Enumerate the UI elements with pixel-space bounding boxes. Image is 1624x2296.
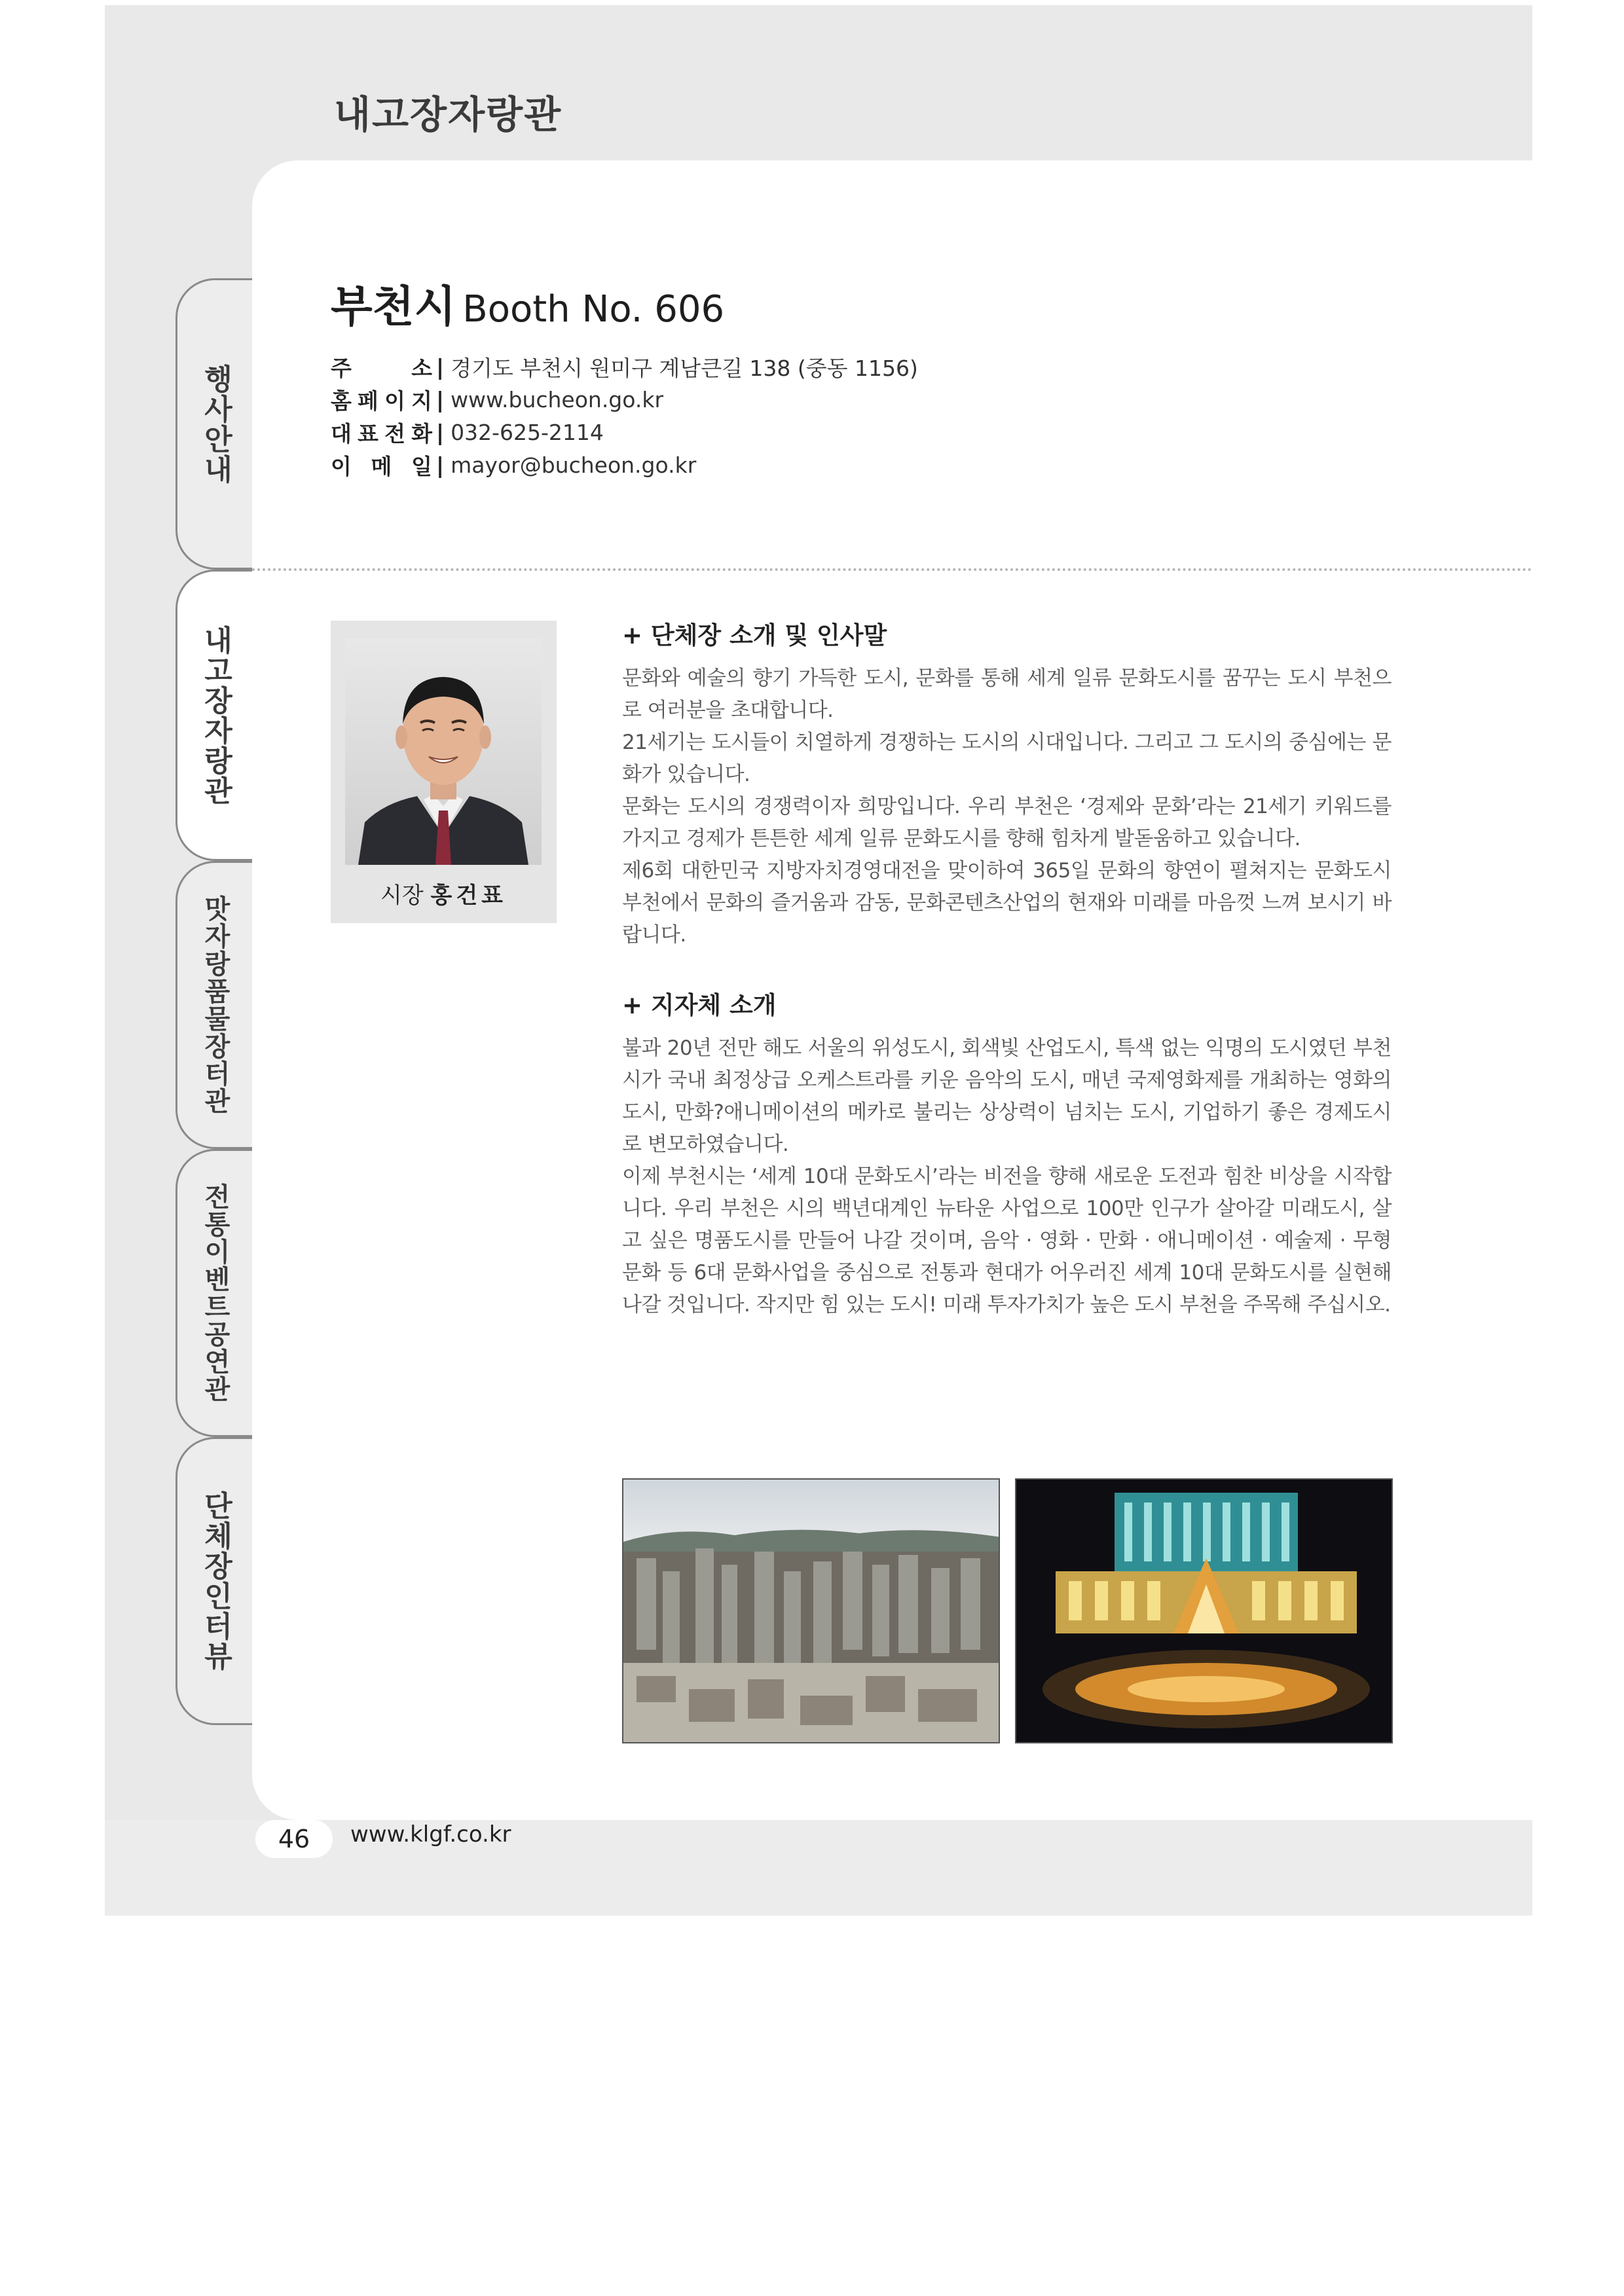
phone-value: 032-625-2114 [451, 419, 604, 445]
mayor-photo-card [331, 621, 557, 923]
mayor-name: 홍건표 [430, 883, 507, 909]
address-value: 경기도 부천시 원미구 계남큰길 138 (중동 1156) [451, 355, 918, 381]
paragraph: 제6회 대한민국 지방자치경영대전을 맞이하여 365일 문화의 향연이 펼쳐지는 문화도시 부천에서 문화의 즐거움과 감동, 문화콘텐츠산업의 현재와 미래를 마음껏 느껴 보시기 바랍니다. [622, 859, 1392, 947]
paragraph: 21세기는 도시들이 치열하게 경쟁하는 도시의 시대입니다. 그리고 그 도시의 중심에는 문화가 있습니다. [622, 731, 1392, 786]
city-intro-section [622, 985, 1392, 1321]
paragraph: 문화는 도시의 경쟁력이자 희망입니다. 우리 부천은 ‘경제와 문화’라는 21세기 키워드를 가지고 경제가 튼튼한 세계 일류 문화도시를 향해 힘차게 발돋움하고 있습니다. [622, 795, 1392, 850]
info-row-homepage: 홈 페 이 지 | www.bucheon.go.kr [331, 383, 918, 416]
tab-label: 단체장인터뷰 [198, 1491, 232, 1671]
greeting-section [622, 615, 1392, 951]
info-row-email: 이 메 일 | mayor@bucheon.go.kr [331, 448, 918, 481]
page-title [331, 272, 724, 334]
info-label: 주 소 [331, 355, 432, 381]
info-row-address: 주 소 | 경기도 부천시 원미구 계남큰길 138 (중동 1156) [331, 350, 918, 383]
tab-event-info[interactable] [175, 278, 253, 570]
tab-leader-interview[interactable] [175, 1437, 253, 1725]
contact-info [331, 350, 918, 481]
email-link[interactable]: mayor@bucheon.go.kr [451, 452, 697, 478]
mayor-role: 시장 [380, 883, 424, 909]
homepage-link[interactable]: www.bucheon.go.kr [451, 386, 664, 412]
footer-url[interactable]: www.klgf.co.kr [350, 1821, 511, 1848]
tab-label: 행사안내 [198, 363, 232, 484]
info-row-phone: 대 표 전 화 | 032-625-2114 [331, 416, 918, 448]
section-heading: + 단체장 소개 및 인사말 [622, 621, 887, 649]
tab-label: 내고장자랑관 [198, 625, 232, 806]
portrait-illustration [345, 639, 542, 865]
page-number: 46 [255, 1820, 333, 1858]
city-hall-illustration [1016, 1480, 1393, 1743]
paragraph: 문화와 예술의 향기 가득한 도시, 문화를 통해 세계 일류 문화도시를 꿈꾸는 도시 부천으로 여러분을 초대합니다. [622, 666, 1392, 722]
info-label: 대 표 전 화 [331, 420, 432, 446]
city-skyline-photo [622, 1478, 1000, 1743]
mayor-caption [331, 877, 557, 909]
tab-food-market[interactable] [175, 861, 253, 1149]
booth-number: Booth No. 606 [462, 288, 725, 331]
tab-label: 전통이벤트공연관 [200, 1183, 231, 1403]
skyline-illustration [623, 1480, 1000, 1743]
paragraph: 이제 부천시는 ‘세계 10대 문화도시’라는 비전을 향해 새로운 도전과 힘찬 비상을 시작합니다. 우리 부천은 시의 백년대계인 뉴타운 사업으로 100만 인구가 살아갈 미래도시, 살고 싶은 명품도시를 만들어 나갈 것이며, 음악 · 영화 · 만화 · 애니메이션 · 예술제 · 무형문화 등 6대 문화사업을 중심으로 전통과 현대가 어우러진 세계 10대 문화도시를 실현해 나갈 것입니다. 작지만 힘 있는 도시! 미래 투자가치가 높은 도시 부천을 주목해 주십시오. [622, 1165, 1392, 1317]
mayor-portrait [345, 639, 542, 865]
tab-traditional-events[interactable] [175, 1149, 253, 1437]
paragraph: 불과 20년 전만 해도 서울의 위성도시, 회색빛 산업도시, 특색 없는 익명의 도시였던 부천시가 국내 최정상급 오케스트라를 키운 음악의 도시, 매년 국제영화제를 개최하는 영화의 도시, 만화?애니메이션의 메카로 불리는 상상력이 넘치는 도시, 기업하기 좋은 경제도시로 변모하였습니다. [622, 1036, 1392, 1156]
info-label: 이 메 일 [331, 453, 432, 479]
section-heading: + 지자체 소개 [622, 991, 777, 1019]
tab-local-pride[interactable] [175, 570, 253, 861]
section-header: 내고장자랑관 [334, 92, 563, 137]
city-name: 부천시 [331, 282, 456, 332]
info-label: 홈 페 이 지 [331, 388, 432, 414]
city-hall-night-photo [1015, 1478, 1393, 1743]
tab-label: 맛자랑품물장터관 [200, 895, 231, 1115]
section-divider [252, 568, 1532, 571]
